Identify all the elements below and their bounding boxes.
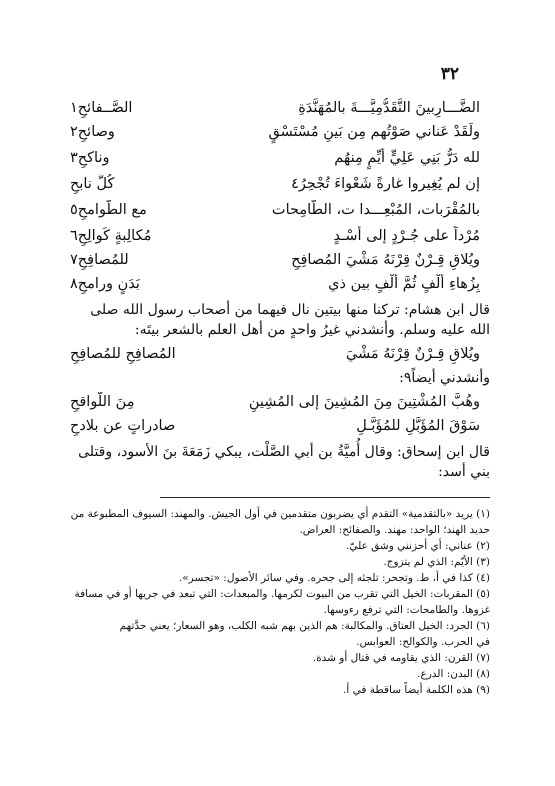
verse-line (70, 250, 480, 272)
verse-line (70, 416, 480, 438)
verse-left-hemistich: وناكحِ٣ (70, 150, 110, 166)
verse-line (70, 226, 480, 248)
verse-left-hemistich: للمُصافِحِ٧ (70, 252, 129, 268)
verse-line (70, 344, 480, 366)
page-number: ٣٢ (440, 64, 459, 84)
footnote-line: (٩) هذه الكلمة أيضاً ساقطة في أ. (343, 684, 490, 696)
verse-right-hemistich: إن لم يُغِيروا غارةً شَعْواءَ تُجْحِرُ٤ (291, 176, 480, 192)
footnote-line: (٨) البدن: الدرع. (417, 668, 490, 680)
footnote-divider (160, 497, 490, 498)
verse-right-hemistich: بالمُقْرَبات، المُبْعِـــدا ت، الطَّامِحات (271, 202, 480, 218)
footnote-line: حديد الهند؛ الواحد: مهند. والصفائح: العراض. (299, 524, 490, 536)
footnote-line: (١) يريد «بالتقدمية» التقدم أي يضربون متقدمين في أول الجيش. والمهند: السيوف المطبوعة من (70, 508, 490, 520)
verse-right-hemistich: وهُبَّ المُشْتِينَ مِنَ المُشِينَ إلى المُشِينِ (248, 394, 480, 410)
commentary-paragraph: قال ابن هشام: تركنا منها بيتين نال فيهما من أصحاب رسول الله صلى الله عليه وسلم. وأنشدني غيرُ واحدٍ من أهل العلم بالشعر بيتَه: (90, 302, 490, 338)
verse-left-hemistich: مِنَ اللَّواقحِ (70, 394, 135, 410)
verse-line (70, 392, 480, 414)
verse-right-hemistich: بِزُهاءِ أَلْفٍ ثُمَّ أَلْفٍ بين ذي (328, 276, 480, 292)
verse-line (70, 98, 480, 120)
verse-left-hemistich: وصائحِ٢ (70, 124, 115, 140)
verse-right-hemistich: ويُلاقِ قِـرْنٌ قِرْنَهُ مَشْيَ المُصافِحِ (291, 252, 480, 268)
footnote-line: (٢) عناني: أي أحزنني وشق عليّ. (345, 540, 490, 552)
verse-left-hemistich: المُصافِحِ للمُصافِحِ (70, 346, 176, 362)
verse-left-hemistich: الصَّــفائحِ١ (70, 100, 133, 116)
footnote-line: (٧) القرن: الذي يقاومه في قتال أو شدة. (312, 652, 490, 664)
commentary-line: وأنشدني أيضاً٩: (399, 370, 490, 386)
verse-right-hemistich: سَوْقَ المُؤَبَّلِ للمُؤَبَّـلِ (356, 418, 480, 434)
verse-right-hemistich: ولَقَدْ عَناني صَوْتُهم مِن بَينِ مُسْتَسْقٍ (268, 124, 480, 140)
verse-line (70, 274, 480, 296)
verse-right-hemistich: الضَّـــارِبينَ النَّقَدُّمِيَّـــةَ بالمُهَنَّدَةِ (298, 100, 480, 116)
verse-left-hemistich: مع الطَّوامحِ٥ (70, 202, 147, 218)
footnote-line: غزوها. والطامحات: التي ترفع رءوسها. (323, 604, 490, 616)
verse-left-hemistich: صادراتٍ عن بلادحِ (70, 418, 176, 434)
footnote-line: (٤) كذا في أ، ط. وتجحر: تلجئه إلى جحره. وفي سائر الأصول: «تجسر». (178, 572, 490, 584)
verse-line (70, 200, 480, 222)
verse-line (70, 122, 480, 144)
verse-line (70, 148, 480, 170)
footnote-line: في الحرب. والكوالح: العوابس. (356, 636, 490, 648)
footnote-line: (٥) المقربات: الخيل التي تقرب من البيوت لكرمها. والمبعدات: التي تبعد في جريها أو في مسافة (74, 588, 490, 600)
verse-right-hemistich: مُرْداً على جُـرْدٍ إلى أُسْـدٍ (333, 228, 480, 244)
verse-left-hemistich: كُلَّ نابحِ (70, 176, 115, 192)
verse-right-hemistich: لله دَرُّ بَنِي عَلِيٍّ أَيِّمٍ مِنهُم (334, 150, 480, 166)
commentary-paragraph: قال ابن إسحاق: وقال أُميَّةُ بن أبي الصَّلْت، يبكي زَمَعَةَ بنَ الأسود، وقتلى بني أسد: (78, 444, 490, 480)
verse-line (70, 174, 480, 196)
footnote-line: (٦) الجرد: الخيل العتاق. والمكالبة: هم الذين بهم شبه الكلب، وهو السعار؛ يعني حدَّتهم (119, 620, 490, 632)
verse-right-hemistich: ويُلاقِ قِـرْنٌ قِرْنَهُ مَشْيَ (345, 346, 480, 362)
verse-left-hemistich: بَدَنٍ ورامحِ٨ (70, 276, 140, 292)
verse-left-hemistich: مُكالِبةٍ كَوالِحِ٦ (70, 228, 152, 244)
footnote-line: (٣) الأيّم: الذي لم يتزوج. (383, 556, 490, 568)
